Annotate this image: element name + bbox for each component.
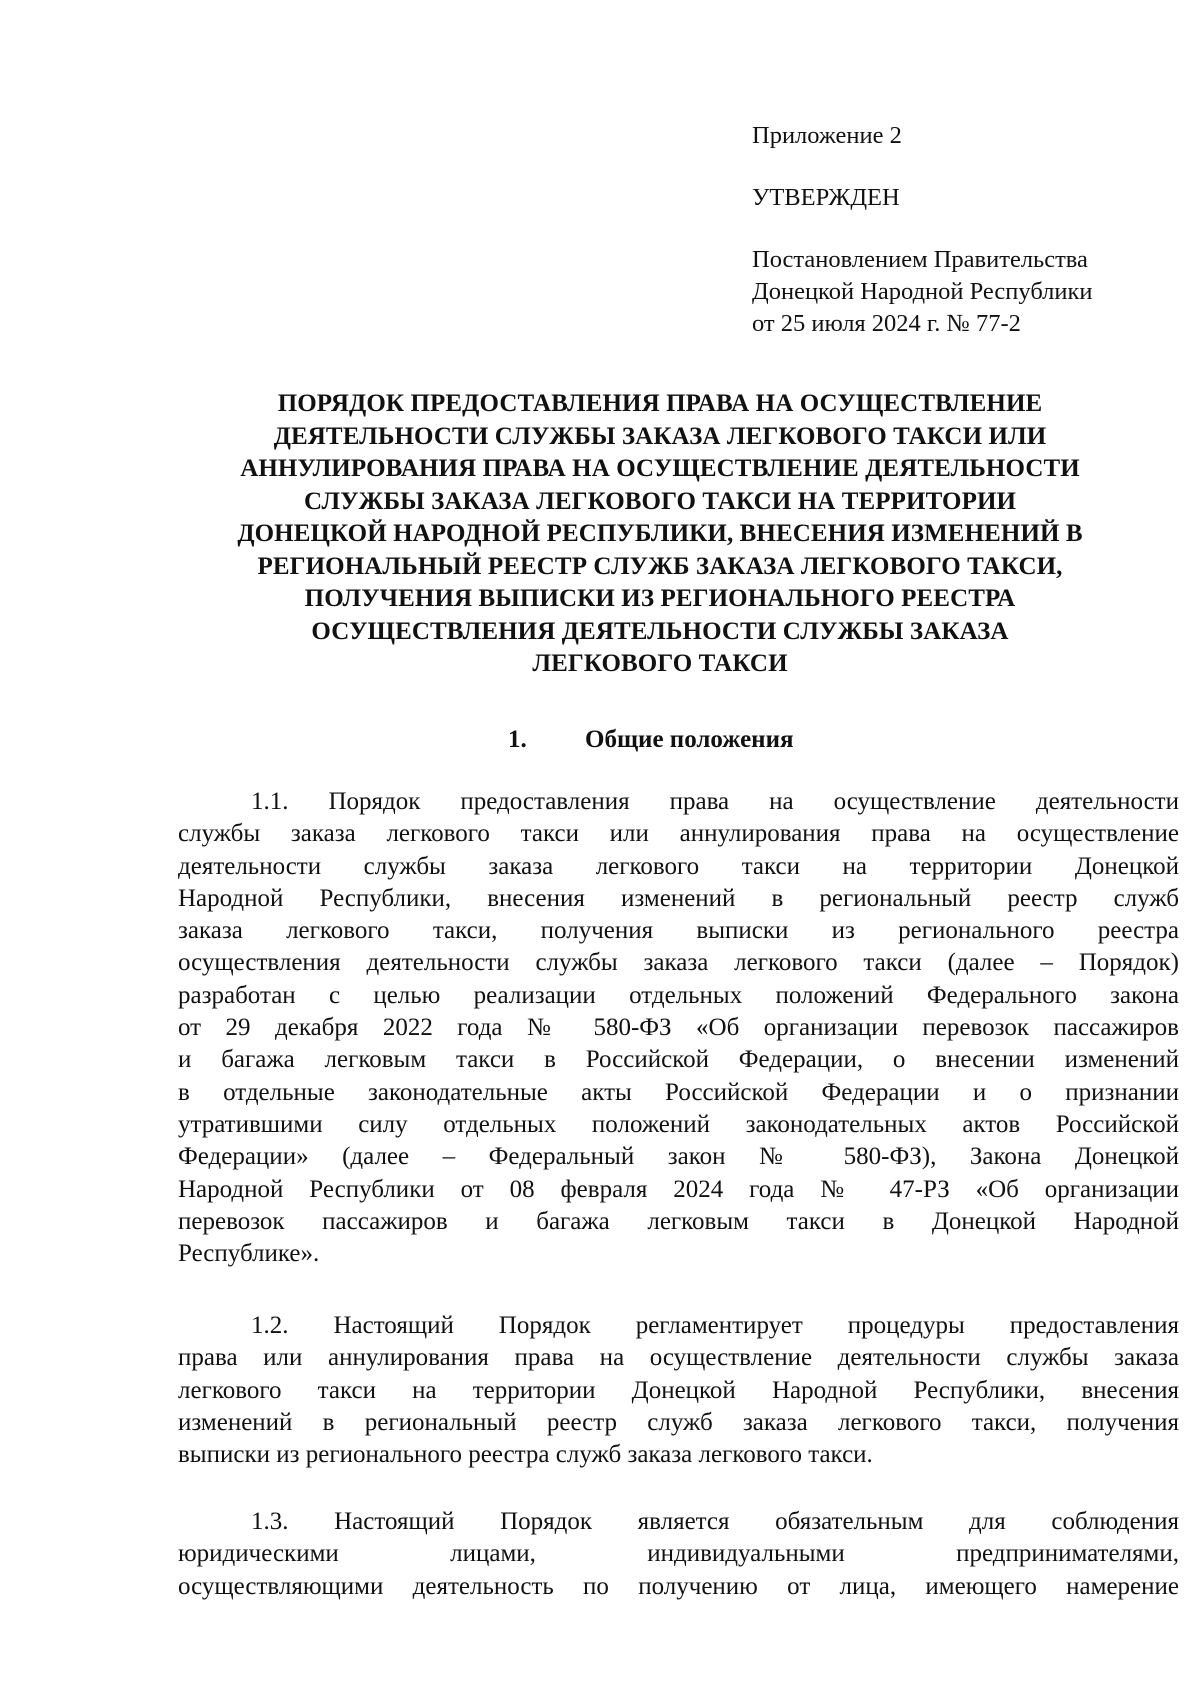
paragraph-line: утратившими силу отдельных положений законодательных актов Российской <box>178 1110 1179 1138</box>
paragraph-line: изменений в региональный реестр служб заказа легкового такси, получения <box>178 1408 1179 1436</box>
approval-block <box>752 120 1172 340</box>
paragraph-line: права или аннулирования права на осуществление деятельности службы заказа <box>178 1344 1179 1372</box>
title-line: ДОНЕЦКОЙ НАРОДНОЙ РЕСПУБЛИКИ, ВНЕСЕНИЯ ИЗМЕНЕНИЙ В <box>237 520 1083 547</box>
paragraph-line: Народной Республики от 08 февраля 2024 года № 47-РЗ «Об организации <box>178 1175 1179 1203</box>
title-line: АННУЛИРОВАНИЯ ПРАВА НА ОСУЩЕСТВЛЕНИЕ ДЕЯТЕЛЬНОСТИ <box>240 455 1080 482</box>
appendix-label: Приложение 2 <box>752 122 902 149</box>
paragraph-line: в отдельные законодательные акты Российской Федерации и о признании <box>178 1078 1179 1106</box>
paragraph-line: и багажа легковым такси в Российской Федерации, о внесении изменений <box>178 1046 1179 1074</box>
paragraph-line: Федерации» (далее – Федеральный закон № 580-ФЗ), Закона Донецкой <box>178 1143 1179 1171</box>
paragraph-line: 1.1. Порядок предоставления права на осуществление деятельности <box>251 788 1179 815</box>
title-line: ПОЛУЧЕНИЯ ВЫПИСКИ ИЗ РЕГИОНАЛЬНОГО РЕЕСТРА <box>304 585 1016 612</box>
title-line: ПОРЯДОК ПРЕДОСТАВЛЕНИЯ ПРАВА НА ОСУЩЕСТВЛЕНИЕ <box>277 390 1043 417</box>
paragraph-1-3 <box>178 1506 1179 1603</box>
paragraph-line: перевозок пассажиров и багажа легковым такси в Донецкой Народной <box>178 1207 1179 1235</box>
title-line: РЕГИОНАЛЬНЫЙ РЕЕСТР СЛУЖБ ЗАКАЗА ЛЕГКОВОГО ТАКСИ, <box>257 552 1063 580</box>
approval-gap <box>752 152 1172 182</box>
title-line: СЛУЖБЫ ЗАКАЗА ЛЕГКОВОГО ТАКСИ НА ТЕРРИТОРИИ <box>303 487 1017 515</box>
approved-by-line: Донецкой Народной Республики <box>752 278 1093 305</box>
approved-stamp: УТВЕРЖДЕН <box>752 184 900 211</box>
paragraph-line: Народной Республики, внесения изменений в региональный реестр служб <box>178 884 1179 912</box>
paragraph-line: осуществляющими деятельность по получению от лица, имеющего намерение <box>178 1572 1179 1600</box>
paragraph-line: 1.3. Настоящий Порядок является обязательным для соблюдения <box>251 1508 1179 1535</box>
paragraph-line: Республике». <box>178 1240 320 1268</box>
section-number: 1. <box>508 726 527 753</box>
paragraph-line: разработан с целью реализации отдельных положений Федерального закона <box>178 981 1179 1009</box>
paragraph-line: юридическими лицами, индивидуальными предпринимателями, <box>178 1540 1179 1568</box>
approved-by-line: Постановлением Правительства <box>752 246 1088 273</box>
document-title <box>130 388 1190 681</box>
approved-by-line: от 25 июля 2024 г. № 77-2 <box>752 310 1021 337</box>
title-line: ЛЕГКОВОГО ТАКСИ <box>532 650 788 677</box>
paragraph-line: от 29 декабря 2022 года № 580-ФЗ «Об организации перевозок пассажиров <box>178 1014 1179 1042</box>
paragraph-1-1 <box>178 786 1179 1270</box>
paragraph-line: осуществления деятельности службы заказа легкового такси (далее – Порядок) <box>178 949 1179 977</box>
title-line: ОСУЩЕСТВЛЕНИЯ ДЕЯТЕЛЬНОСТИ СЛУЖБЫ ЗАКАЗА <box>311 617 1009 645</box>
paragraph-line: службы заказа легкового такси или аннулирования права на осуществление <box>178 820 1179 848</box>
paragraph-line: выписки из регионального реестра служб заказа легкового такси. <box>178 1441 873 1469</box>
paragraph-line: легкового такси на территории Донецкой Народной Республики, внесения <box>178 1376 1179 1404</box>
section-title: Общие положения <box>585 726 794 753</box>
approval-gap <box>752 214 1172 244</box>
section-heading <box>130 723 1190 757</box>
paragraph-line: заказа легкового такси, получения выписки из регионального реестра <box>178 917 1179 945</box>
paragraph-line: деятельности службы заказа легкового такси на территории Донецкой <box>178 852 1179 880</box>
paragraph-1-2 <box>178 1310 1179 1471</box>
title-line: ДЕЯТЕЛЬНОСТИ СЛУЖБЫ ЗАКАЗА ЛЕГКОВОГО ТАКСИ ИЛИ <box>273 422 1047 450</box>
paragraph-line: 1.2. Настоящий Порядок регламентирует процедуры предоставления <box>251 1312 1179 1339</box>
